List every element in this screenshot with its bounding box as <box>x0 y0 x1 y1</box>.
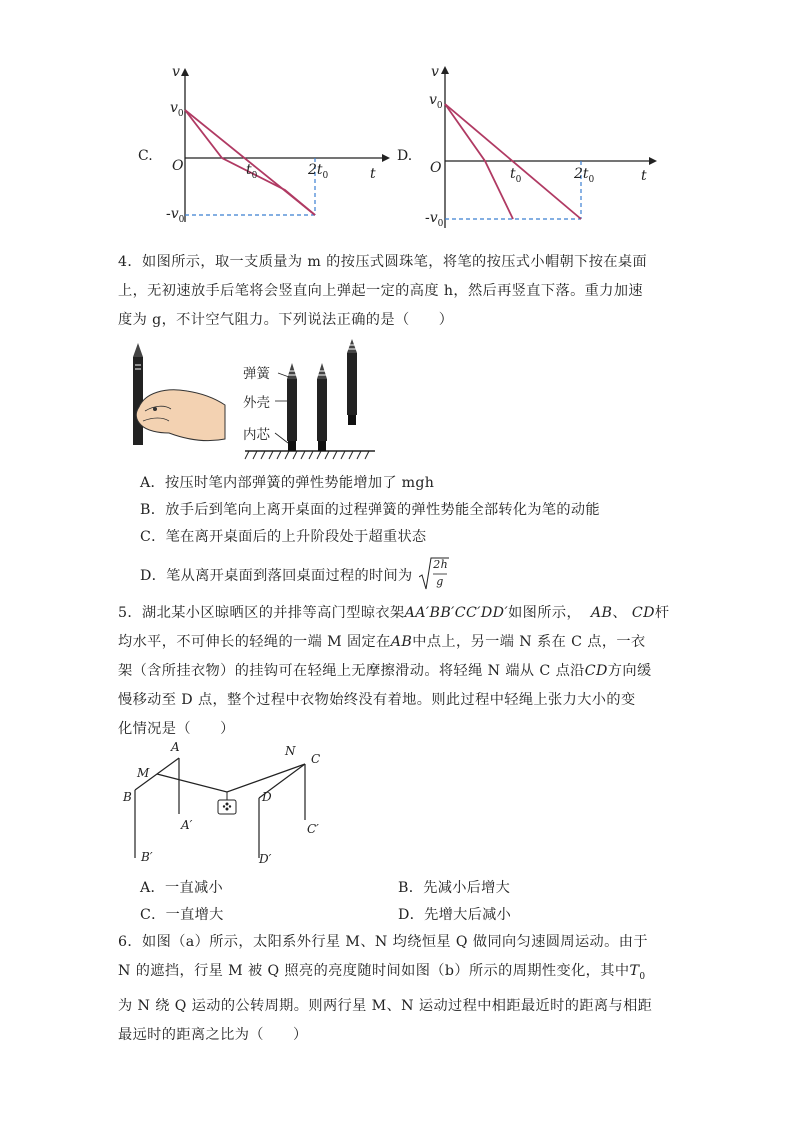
sqrt-formula <box>419 557 449 591</box>
point-m: M <box>137 766 150 780</box>
two-t0-label: $2t_0$ <box>574 166 595 185</box>
t-axis-arrow <box>649 157 657 165</box>
formula-denominator: g <box>436 575 444 588</box>
q5-option-c[interactable]: C．一直增大 <box>140 907 224 923</box>
t-axis-label: t <box>641 168 647 184</box>
held-pen-tip <box>133 343 143 357</box>
q5-option-a[interactable]: A．一直减小 <box>140 880 223 896</box>
t-axis-label: t <box>370 166 376 182</box>
q4-option-c[interactable]: C．笔在离开桌面后的上升阶段处于超重状态 <box>140 529 427 545</box>
core-label: 内芯 <box>243 427 270 443</box>
shell-label: 外壳 <box>243 395 270 411</box>
pen-2-core <box>318 441 326 451</box>
v-axis-arrow <box>441 66 449 74</box>
point-d-prime: D′ <box>259 852 272 866</box>
held-pen-body <box>133 357 143 445</box>
question-6-stem: 6．如图（a）所示，太阳系外行星 M、N 均绕恒星 Q 做同向匀速圆周运动。由于 N 的遮挡，行星 M 被 Q 照亮的亮度随时间如图（b）所示的周期性变化，其中$T_0$ 为 N 绕 Q 运动的公转周期。则两行星 M、N 运动过程中相距最近时的距离与相距 最远时的距离之比为（ ） <box>118 934 653 1043</box>
option-d-label: D. <box>397 148 413 164</box>
point-a-prime: A′ <box>181 818 193 832</box>
question-4-stem: 4．如图所示，取一支质量为 m 的按压式圆珠笔，将笔的按压式小帽朝下按在桌面 上，无初速放手后笔将会竖直向上弹起一定的高度 h，然后再竖直下落。重力加速 度为 g，不计空气阻力。下列说法正确的是（ ） <box>118 254 648 328</box>
q5-option-b[interactable]: B．先减小后增大 <box>398 880 511 896</box>
v0-label: $v_0$ <box>429 92 443 111</box>
pen-3-core <box>348 415 356 425</box>
q5-option-d[interactable]: D．先增大后减小 <box>398 907 512 923</box>
point-d: D <box>262 790 272 804</box>
point-n: N <box>285 744 296 758</box>
q4-option-b[interactable]: B．放手后到笔向上离开桌面的过程弹簧的弹性势能全部转化为笔的动能 <box>140 502 600 518</box>
origin-label: O <box>172 158 184 174</box>
pen-2-shell <box>317 379 327 441</box>
point-c: C <box>311 752 321 766</box>
hanger <box>218 792 236 814</box>
q4-option-a[interactable]: A．按压时笔内部弹簧的弹性势能增加了 mgh <box>140 475 435 491</box>
pen-figure <box>125 335 385 465</box>
option-c-label: C. <box>138 148 153 164</box>
v-axis-label: v <box>431 64 439 80</box>
t-axis-arrow <box>382 154 390 162</box>
pen-1-shell <box>287 379 297 441</box>
q4-option-d[interactable]: D．笔从离开桌面到落回桌面过程的时间为 2h g <box>140 557 449 591</box>
pen-3-shell <box>347 353 357 415</box>
question-5-stem: 5．湖北某小区晾晒区的并排等高门型晾衣架AA′BB′CC′DD′如图所示， AB、 CD杆 均水平，不可伸长的轻绳的一端 M 固定在AB中点上，另一端 N 系在 C 点，一衣 架（含所挂衣物）的挂钩可在轻绳上无摩擦滑动。将轻绳 N 端从 C 点沿CD方向缓 慢移动至 D 点，整个过程中衣物始终没有着地。则此过程中轻绳上张力大小的变 化情况是（ ） <box>118 605 670 737</box>
v0-label: $v_0$ <box>170 100 184 119</box>
v-axis-arrow <box>181 68 189 76</box>
t0-label: $t_0$ <box>510 166 522 185</box>
origin-label: O <box>430 160 442 176</box>
two-t0-label: $2t_0$ <box>308 162 329 181</box>
point-b-prime: B′ <box>141 850 153 864</box>
spring-label: 弹簧 <box>243 366 270 382</box>
neg-v0-label: $-v_0$ <box>425 210 444 229</box>
clothes-rack-figure <box>115 742 335 872</box>
graph-c <box>130 62 390 242</box>
graph-d <box>393 62 663 242</box>
point-c-prime: C′ <box>307 822 319 836</box>
neg-v0-label: $-v_0$ <box>166 206 185 225</box>
formula-numerator: 2h <box>433 558 448 571</box>
pen-1-core <box>288 441 296 451</box>
t0-label: $t_0$ <box>246 162 258 181</box>
point-b: B <box>123 790 132 804</box>
v-axis-label: v <box>172 64 180 80</box>
point-a: A <box>171 740 180 754</box>
hand <box>136 390 225 441</box>
